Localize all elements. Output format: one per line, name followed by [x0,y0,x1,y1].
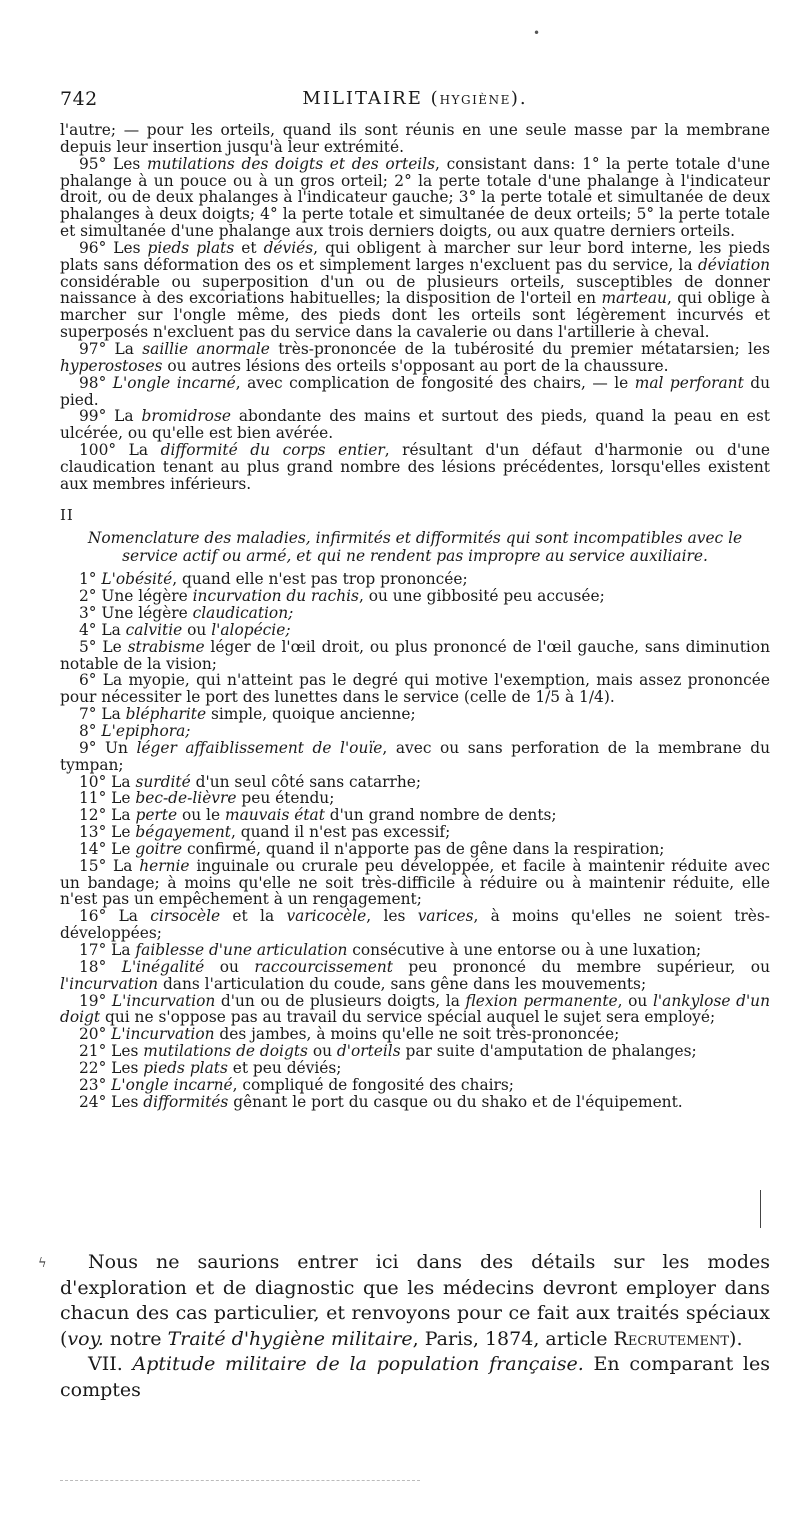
paragraph: l'autre; — pour les orteils, quand ils sont réunis en une seule masse par la membrane depuis leur insertion jusqu'à leur extrémité. [60,121,770,156]
paragraph: VII. Aptitude militaire de la population française. En comparant les comptes [60,1353,770,1401]
paragraph: Nous ne saurions entrer ici dans des détails sur les modes d'exploration et de diagnostic que les médecins devront employer dans chacun des cas particulier, et renvoyons pour ce fait aux traités spéciaux (voy. notre Traité d'hygiène militaire, Paris, 1874, article Recrutement). [60,1251,770,1350]
list-item: 11° Le bec-de-lièvre peu étendu; [79,789,335,808]
paragraph: 96° Les pieds plats et déviés, qui obligent à marcher sur leur bord interne, les pieds plats sans déformation des os et simplement larges n'excluent pas du service, la déviation considérable ou superposition d'un ou de plusieurs orteils, susceptibles de donner naissance à des excoriations habituelles; la disposition de l'orteil en marteau, qui oblige à marcher sur l'ongle même, des pieds dont les orteils sont légèrement incurvés et superposés n'excluent pas du service dans la cavalerie ou dans l'artillerie à cheval. [60,238,771,342]
section-number: II [60,505,74,524]
paragraph: 99° La bromidrose abondante des mains et surtout des pieds, quand la peau en est ulcérée, ou qu'elle est bien avérée. [60,407,770,443]
list-item: 23° L'ongle incarné, compliqué de fongosité des chairs; [79,1075,514,1094]
page-number: 742 [60,88,98,110]
list-item: 14° Le goitre confirmé, quand il n'apporte pas de gêne dans la respiration; [79,839,665,858]
list-item: 17° La faiblesse d'une articulation consécutive à une entorse ou à une luxation; [79,940,702,959]
nomenclature-list [60,571,770,1110]
list-item: 9° Un léger affaiblissement de l'ouïe, avec ou sans perforation de la membrane du tympan; [60,738,770,774]
margin-mark-left: ϟ [38,1256,47,1271]
list-item: 15° La hernie inguinale ou crurale peu développée, et facile à maintenir réduite avec un bandage; à moins qu'elle ne soit très-difficile à réduire ou à maintenir réduite, elle n'est pas un empêchement à un rengagement; [60,856,770,909]
page-header [60,88,770,114]
list-item: 3° Une légère claudication; [79,604,294,623]
section-title: Nomenclature des maladies, infirmités et difformités qui sont incompatibles avec le service actif ou armé, et qui ne rendent pas impropre au service auxiliaire. [87,529,743,566]
footer-rule [60,1480,420,1481]
list-item: 13° Le bégayement, quand il n'est pas excessif; [79,823,451,842]
list-item: 7° La blépharite simple, quoique ancienne; [79,705,416,724]
paragraph: 97° La saillie anormale très-prononcée de la tubérosité du premier métatarsien; les hyperostoses ou autres lésions des orteils s'opposant au port de la chaussure. [60,339,770,375]
list-item: 8° L'epiphora; [79,722,191,740]
list-item: 24° Les difformités gênant le port du casque ou du shako et de l'équipement. [79,1092,683,1111]
paragraph: 98° L'ongle incarné, avec complication de fongosité des chairs, — le mal perforant du pied. [60,373,771,409]
list-item: 16° La cirsocèle et la varicocèle, les varices, à moins qu'elles ne soient très-développées; [60,907,770,943]
paragraph: 100° La difformité du corps entier, résultant d'un défaut d'harmonie ou d'une claudication tenant au plus grand nombre des lésions précédentes, lorsqu'elles existent aux membres inférieurs. [60,441,770,493]
large-print-body [60,1250,770,1403]
list-item: 1° L'obésité, quand elle n'est pas trop prononcée; [79,570,468,589]
small-print-body [60,122,770,1110]
list-item: 6° La myopie, qui n'atteint pas le degré qui motive l'exemption, mais assez prononcée pour nécessiter le port des lunettes dans le service (celle de 1/5 à 1/4). [60,671,770,707]
margin-mark [760,1190,765,1228]
list-item: 22° Les pieds plats et peu déviés; [79,1058,342,1077]
paragraph-group-top [60,122,770,493]
list-item: 12° La perte ou le mauvais état d'un grand nombre de dents; [79,806,557,825]
page-mark: • [533,26,541,40]
running-title: MILITAIRE (HYGIÈNE). [302,88,528,109]
list-item: 21° Les mutilations de doigts ou d'orteils par suite d'amputation de phalanges; [79,1042,697,1061]
list-item: 5° Le strabisme léger de l'œil droit, ou plus prononcé de l'œil gauche, sans diminution notable de la vision; [60,637,770,673]
list-item: 18° L'inégalité ou raccourcissement peu prononcé du membre supérieur, ou l'incurvation dans l'articulation du coude, sans gêne dans les mouvements; [60,957,770,993]
paragraph: 95° Les mutilations des doigts et des orteils, consistant dans: 1° la perte totale d'une phalange à un pouce ou à un gros orteil; 2° la perte totale d'une phalange à l'indicateur droit, ou de deux phalanges à l'indicateur gauche; 3° la perte totale et simultanée de deux phalanges à deux doigts; 4° la perte totale et simultanée de deux orteils; 5° la perte totale et simultanée d'une phalange aux trois derniers doigts, ou aux quatre derniers orteils. [60,154,770,241]
list-item: 4° La calvitie ou l'alopécie; [79,620,291,639]
list-item: 10° La surdité d'un seul côté sans catarrhe; [79,772,422,791]
list-item: 19° L'incurvation d'un ou de plusieurs doigts, la flexion permanente, ou l'ankylose d'un doigt qui ne s'oppose pas au travail du service spécial auquel le sujet sera employé; [60,991,771,1027]
list-item: 20° L'incurvation des jambes, à moins qu'elle ne soit très-prononcée; [79,1025,620,1044]
list-item: 2° Une légère incurvation du rachis, ou une gibbosité peu accusée; [79,587,605,606]
